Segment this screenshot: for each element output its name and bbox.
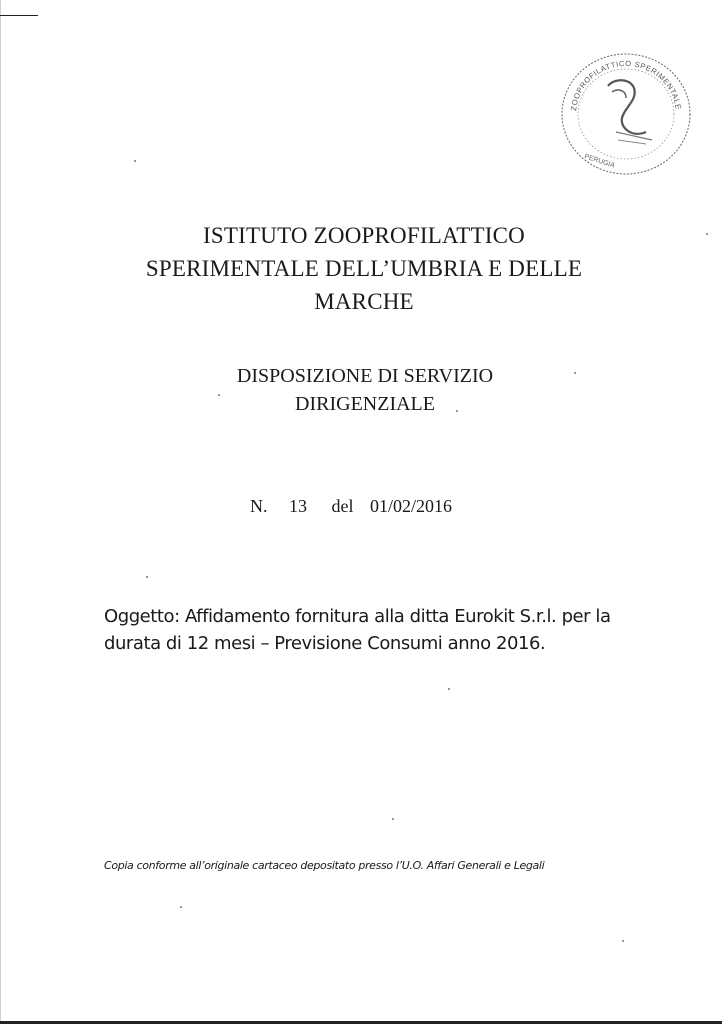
document-type-line: DISPOSIZIONE DI SERVIZIO <box>236 365 494 387</box>
institute-title-line: ISTITUTO ZOOPROFILATTICO <box>203 223 525 248</box>
scan-speck <box>218 394 220 396</box>
corner-mark <box>0 15 38 16</box>
number-prefix: N. <box>250 496 268 516</box>
svg-text:PERUGIA: PERUGIA <box>583 153 616 170</box>
certified-copy-note: Copia conforme all’originale cartaceo depositato presso l’U.O. Affari Generali e Legali <box>104 859 545 872</box>
scan-speck <box>146 576 148 578</box>
institute-title <box>90 219 638 318</box>
subject-line: durata di 12 mesi – Previsione Consumi anno 2016. <box>104 633 546 654</box>
official-seal-stamp-icon <box>556 48 696 180</box>
document-type-line: DIRIGENZIALE <box>295 393 435 415</box>
scan-speck <box>392 818 394 820</box>
svg-text:ZOOPROFILATTICO SPERIMENTALE: ZOOPROFILATTICO SPERIMENTALE <box>569 58 683 112</box>
scan-speck <box>706 233 708 235</box>
scan-speck <box>180 906 182 908</box>
document-date: 01/02/2016 <box>370 496 453 516</box>
institute-title-line: SPERIMENTALE DELL’UMBRIA E DELLE <box>145 256 583 281</box>
scan-speck <box>456 410 458 412</box>
scan-speck <box>574 372 576 374</box>
scan-speck <box>448 688 450 690</box>
date-prefix: del <box>331 496 354 516</box>
document-type <box>190 362 540 418</box>
subject-line: Oggetto: Affidamento fornitura alla ditta Eurokit S.r.l. per la <box>104 606 611 627</box>
scan-speck <box>134 160 136 162</box>
document-number: 13 <box>289 496 307 516</box>
document-subject <box>104 603 664 657</box>
scan-speck <box>622 940 624 942</box>
scan-left-edge <box>0 0 1 1024</box>
document-number-line <box>250 495 490 517</box>
institute-title-line: MARCHE <box>314 289 414 314</box>
